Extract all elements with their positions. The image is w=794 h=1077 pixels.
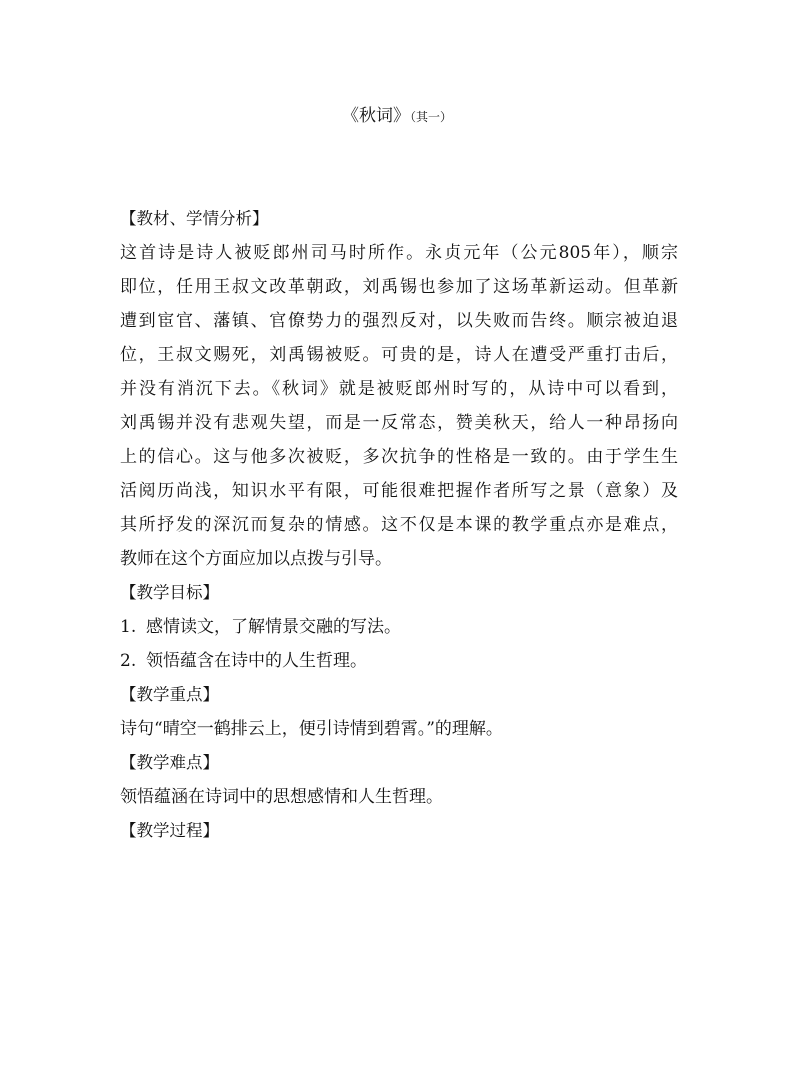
section-heading-objectives: 【教学目标】 — [120, 583, 219, 602]
list-item — [120, 644, 678, 678]
list-item-text: 领悟蕴含在诗中的人生哲理。 — [146, 651, 367, 671]
section-heading-analysis: 【教材、学情分析】 — [120, 209, 269, 228]
title-main: 《秋词》 — [341, 106, 410, 126]
paragraph-line: 领悟蕴涵在诗词中的思想感情和人生哲理。 — [120, 787, 443, 807]
paragraph-line: 教师在这个方面应加以点拨与引导。 — [120, 549, 392, 569]
document-title — [0, 104, 794, 129]
title-subtitle: （其一） — [409, 110, 452, 124]
list-item — [120, 610, 678, 644]
section-heading-key-points: 【教学重点】 — [120, 685, 219, 704]
section-heading-difficulties: 【教学难点】 — [120, 753, 219, 772]
document-body — [120, 202, 678, 848]
paragraph-line: 位，王叔文赐死，刘禹锡被贬。可贵的是，诗人在遭受严重打击后， — [120, 345, 678, 365]
list-item-number: 2. — [120, 651, 137, 671]
list-item-text: 感情读文，了解情景交融的写法。 — [146, 617, 401, 637]
paragraph-line: 诗句“晴空一鹤排云上，便引诗情到碧霄。”的理解。 — [120, 719, 503, 739]
paragraph-line: 并没有消沉下去。《秋词》就是被贬郎州时写的，从诗中可以看到， — [120, 379, 678, 399]
section-heading-process: 【教学过程】 — [120, 821, 219, 840]
paragraph-line: 遭到宦官、藩镇、官僚势力的强烈反对，以失败而告终。顺宗被迫退 — [120, 311, 678, 331]
paragraph-line: 其所抒发的深沉而复杂的情感。这不仅是本课的教学重点亦是难点， — [120, 515, 678, 535]
paragraph-line: 即位，任用王叔文改革朝政，刘禹锡也参加了这场革新运动。但革新 — [120, 277, 678, 297]
paragraph-line: 活阅历尚浅，知识水平有限，可能很难把握作者所写之景（意象）及 — [120, 481, 678, 501]
paragraph-line: 这首诗是诗人被贬郎州司马时所作。永贞元年（公元805年），顺宗 — [120, 243, 678, 263]
list-item-number: 1. — [120, 617, 137, 637]
paragraph-line: 刘禹锡并没有悲观失望，而是一反常态，赞美秋天，给人一种昂扬向 — [120, 413, 678, 433]
paragraph-line: 上的信心。这与他多次被贬，多次抗争的性格是一致的。由于学生生 — [120, 447, 678, 467]
